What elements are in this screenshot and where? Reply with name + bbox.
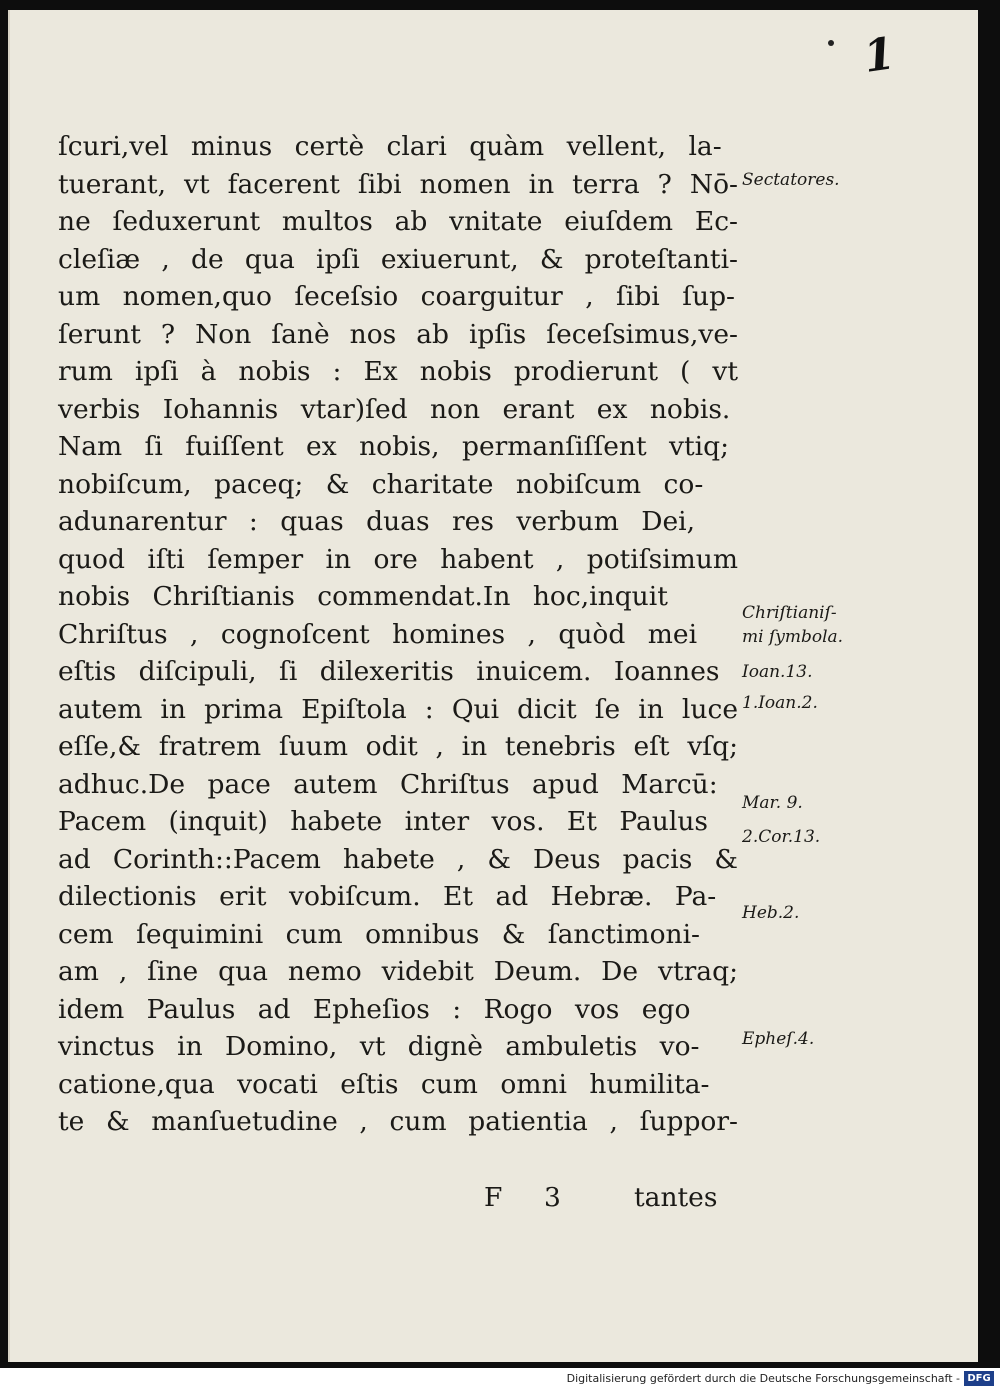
text-line: verbis Iohannis vtar)ſed non erant ex nobis. xyxy=(58,393,731,425)
text-line: dilectionis erit vobiſcum. Et ad Hebræ. Pa- xyxy=(58,881,717,912)
text-line: Pacem (inquit) habete inter vos. Et Paulus xyxy=(58,806,708,837)
text-line: um nomen,quo ſeceſsio coarguitur , ſibi ſup- xyxy=(58,281,735,312)
text-line: ad Corinth::Pacem habete , & Deus pacis & xyxy=(58,843,738,875)
dfg-logo: DFG xyxy=(964,1371,994,1386)
margin-note: Sectatores. xyxy=(742,170,840,190)
margin-note: Mar. 9. xyxy=(742,793,803,813)
text-line: ne ſeduxerunt multos ab vnitate eiuſdem Ec- xyxy=(58,206,738,237)
text-line: nobis Chriſtianis commendat.In hoc,inquit xyxy=(58,581,668,612)
signature-number: 3 xyxy=(544,1182,561,1213)
funding-credit: Digitalisierung gefördert durch die Deutsche Forschungsgemeinschaft - xyxy=(566,1372,960,1385)
margin-note: 2.Cor.13. xyxy=(742,827,821,847)
margin-note: Epheſ.4. xyxy=(742,1029,815,1049)
text-line: autem in prima Epiſtola : Qui dicit ſe in luce xyxy=(58,693,738,725)
margin-note: Chriſtianiſ- xyxy=(742,603,837,623)
text-line: Nam ſi fuiſſent ex nobis, permanſiſſent vtiq; xyxy=(58,431,730,462)
text-line: adunarentur : quas duas res verbum Dei, xyxy=(58,506,696,537)
margin-note: Heb.2. xyxy=(742,903,800,923)
text-line: cleſiæ , de qua ipſi exiuerunt, & proteſtanti- xyxy=(58,243,738,275)
catchword: tantes xyxy=(634,1182,718,1213)
text-line: cem ſequimini cum omnibus & ſanctimoni- xyxy=(58,918,701,950)
text-line: rum ipſi à nobis : Ex nobis prodierunt ( vt xyxy=(58,356,738,387)
footer-bar xyxy=(0,1368,1000,1392)
text-line: am , ſine qua nemo videbit Deum. De vtraq; xyxy=(58,956,738,987)
margin-note: Ioan.13. xyxy=(742,662,813,682)
text-line: tuerant, vt facerent ſibi nomen in terra ? Nō- xyxy=(58,168,738,200)
ink-dot xyxy=(828,40,834,46)
text-line: te & manſuetudine , cum patientia , ſuppor- xyxy=(58,1106,738,1137)
text-line: eſſe,& fratrem ſuum odit , in tenebris eſt vſq; xyxy=(58,731,738,762)
text-line: vinctus in Domino, vt dignè ambuletis vo- xyxy=(58,1031,700,1062)
signature-mark: F xyxy=(484,1182,503,1213)
text-line: adhuc.De pace autem Chriſtus apud Marcū: xyxy=(58,768,718,800)
text-line: Chriſtus , cognoſcent homines , quòd mei xyxy=(58,618,698,650)
margin-note: mi ſymbola. xyxy=(742,627,844,647)
text-line: idem Paulus ad Epheſios : Rogo vos ego xyxy=(58,993,691,1025)
text-line: ſerunt ? Non ſanè nos ab ipſis ſeceſsimus,ve- xyxy=(58,318,738,350)
text-line: nobiſcum, paceq; & charitate nobiſcum co- xyxy=(58,468,704,500)
text-line: quod iſti ſemper in ore habent , potiſsimum xyxy=(58,543,738,575)
text-line: catione,qua vocati eſtis cum omni humilita- xyxy=(58,1068,710,1100)
book-page xyxy=(8,10,978,1362)
text-line: eſtis diſcipuli, ſi dilexeritis inuicem. Ioannes xyxy=(58,656,720,687)
folio-number: 1 xyxy=(860,28,899,83)
body-text xyxy=(58,128,738,1141)
text-line: ſcuri,vel minus certè clari quàm vellent, la- xyxy=(58,131,722,162)
margin-note: 1.Ioan.2. xyxy=(742,693,818,713)
